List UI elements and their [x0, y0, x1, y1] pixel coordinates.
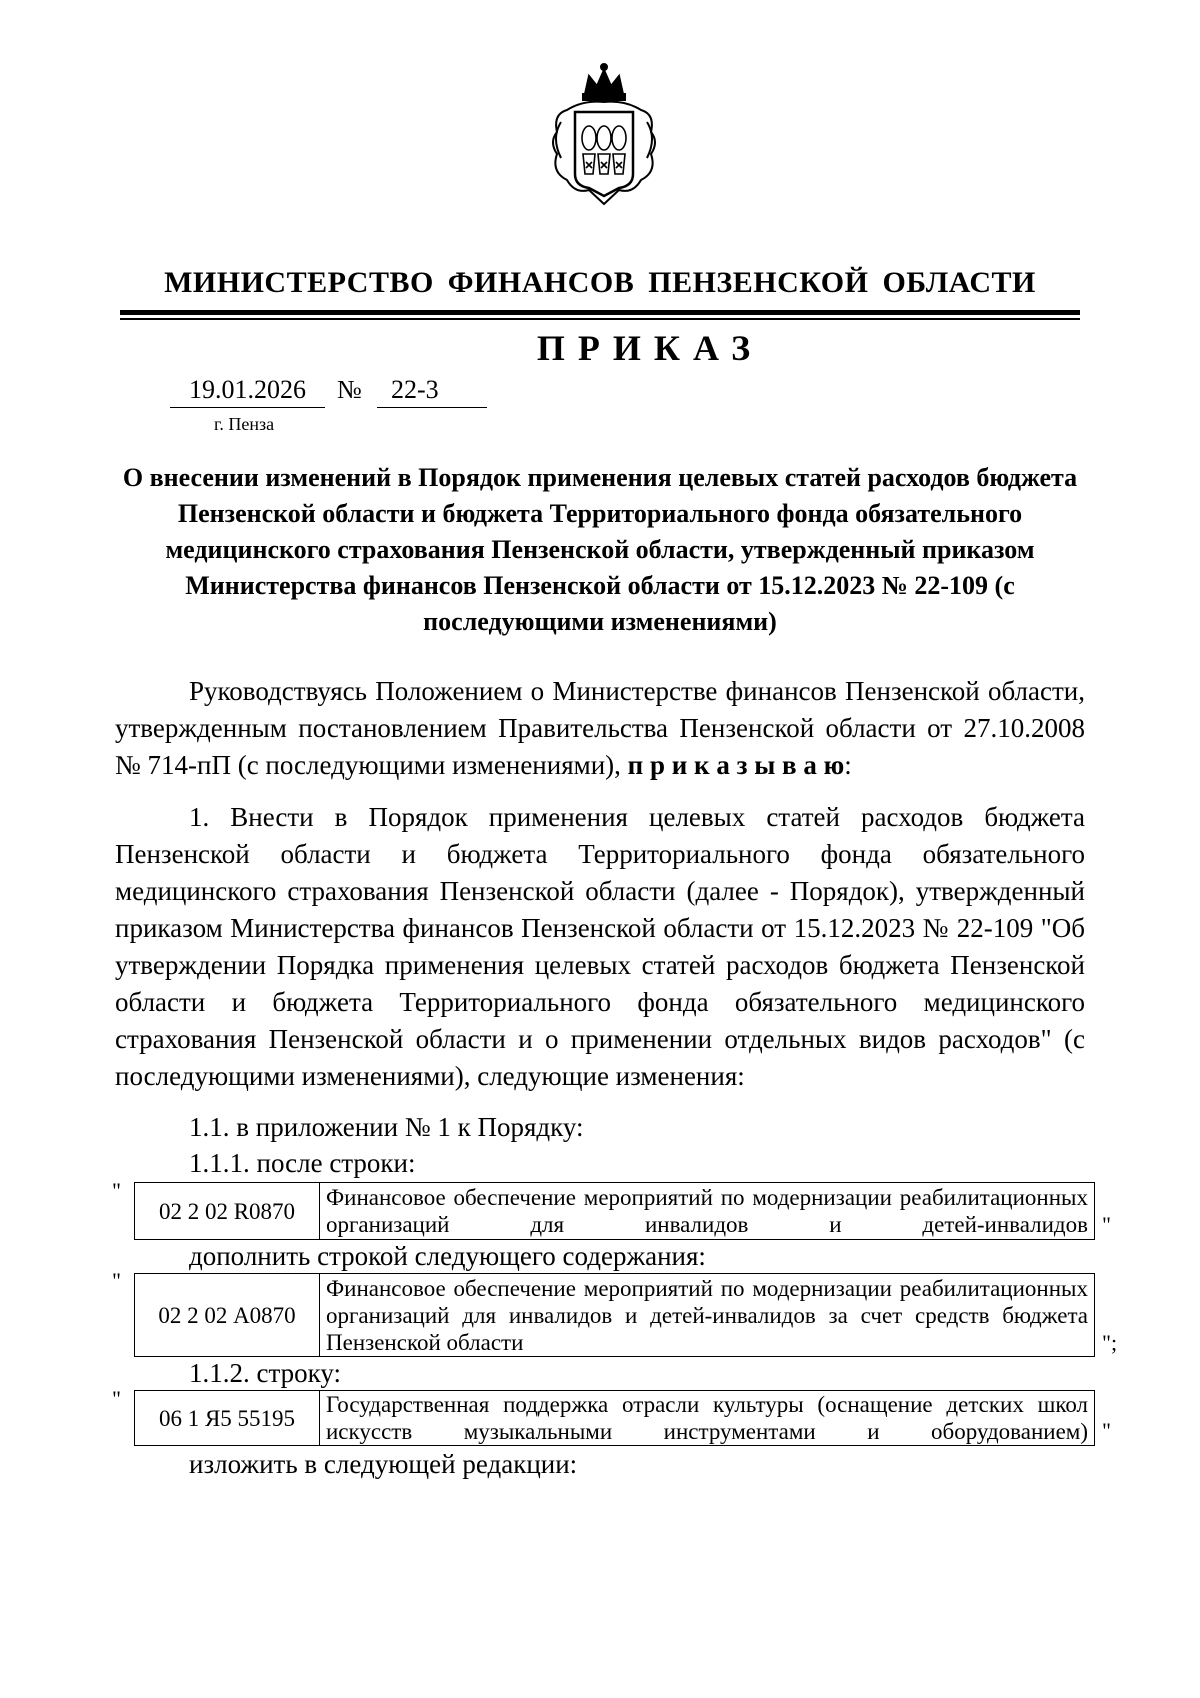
item-1-1: 1.1. в приложении № 1 к Порядку: — [189, 1112, 584, 1142]
restate-instruction: изложить в следующей редакции: — [189, 1449, 578, 1479]
header-rule-thick — [120, 310, 1080, 315]
table-description-cell: Финансовое обеспечение мероприятий по модернизации реабилитационных организаций для инвалидов и детей-инвалидов за счет средств бюджета Пензенской области — [320, 1274, 1095, 1357]
item-1-paragraph: 1. Внести в Порядок применения целевых статей расходов бюджета Пензенской области и бюджета Территориального фонда обязательного медицинского страхования Пензенской области (далее - Порядок), утвержденный приказом Министерства финансов Пензенской области от 15.12.2023 № 22-109 "Об утверждении Порядка применения целевых статей расходов бюджета Пензенской области и бюджета Территориального фонда обязательного медицинского страхования Пензенской области и о применении отдельных видов расходов" (с последующими изменениями), следующие изменения: — [115, 802, 1085, 1091]
intro-paragraph — [115, 673, 1085, 784]
table-3-open-quote: " — [112, 1386, 121, 1411]
table-3-close-quote: " — [1102, 1418, 1111, 1443]
intro-colon: : — [844, 750, 852, 780]
intro-text: Руководствуясь Положением о Министерстве финансов Пензенской области, утвержденным постановлением Правительства Пензенской области от 27.10.2008 № 714-пП (с последующими изменениями), — [115, 676, 1085, 780]
budget-line-table-3 — [134, 1390, 1095, 1446]
header-rule-thin — [120, 318, 1080, 320]
table-1-open-quote: " — [112, 1178, 121, 1203]
table-row — [135, 1274, 1095, 1357]
table-description-cell: Государственная поддержка отрасли культуры (оснащение детских школ искусств музыкальными инструментами и оборудованием) — [320, 1391, 1095, 1446]
city-label: г. Пенза — [214, 414, 275, 434]
coat-of-arms-emblem — [545, 62, 663, 212]
item-1-1-1: 1.1.1. после строки: — [189, 1148, 416, 1178]
table-2-close-quote: "; — [1102, 1330, 1118, 1355]
table-code-cell: 06 1 Я5 55195 — [135, 1391, 320, 1446]
intro-emphasis: п р и к а з ы в а ю — [627, 750, 845, 780]
table-description-cell: Финансовое обеспечение мероприятий по модернизации реабилитационных организаций для инвалидов и детей-инвалидов — [320, 1183, 1095, 1240]
table-row — [135, 1183, 1095, 1240]
ministry-name: МИНИСТЕРСТВО ФИНАНСОВ ПЕНЗЕНСКОЙ ОБЛАСТИ — [164, 266, 1036, 299]
order-number: 22-3 — [377, 373, 487, 408]
item-1-1-2: 1.1.2. строку: — [189, 1358, 341, 1388]
table-1-close-quote: " — [1102, 1212, 1111, 1237]
table-row — [135, 1391, 1095, 1446]
table-2-open-quote: " — [112, 1268, 121, 1293]
budget-line-table-1 — [134, 1182, 1095, 1240]
budget-line-table-2 — [134, 1273, 1095, 1357]
number-sign: № — [337, 375, 362, 404]
order-subject: О внесении изменений в Порядок применения целевых статей расходов бюджета Пензенской области и бюджета Территориального фонда обязательного медицинского страхования Пензенской области, утвержденный приказом Министерства финансов Пензенской области от 15.12.2023 № 22-109 (с последующими изменениями) — [122, 463, 1078, 636]
table-code-cell: 02 2 02 А0870 — [135, 1274, 320, 1357]
table-code-cell: 02 2 02 R0870 — [135, 1183, 320, 1240]
order-date: 19.01.2026 — [170, 373, 325, 408]
document-type-title: ПРИКАЗ — [536, 328, 764, 368]
append-instruction: дополнить строкой следующего содержания: — [189, 1241, 706, 1271]
